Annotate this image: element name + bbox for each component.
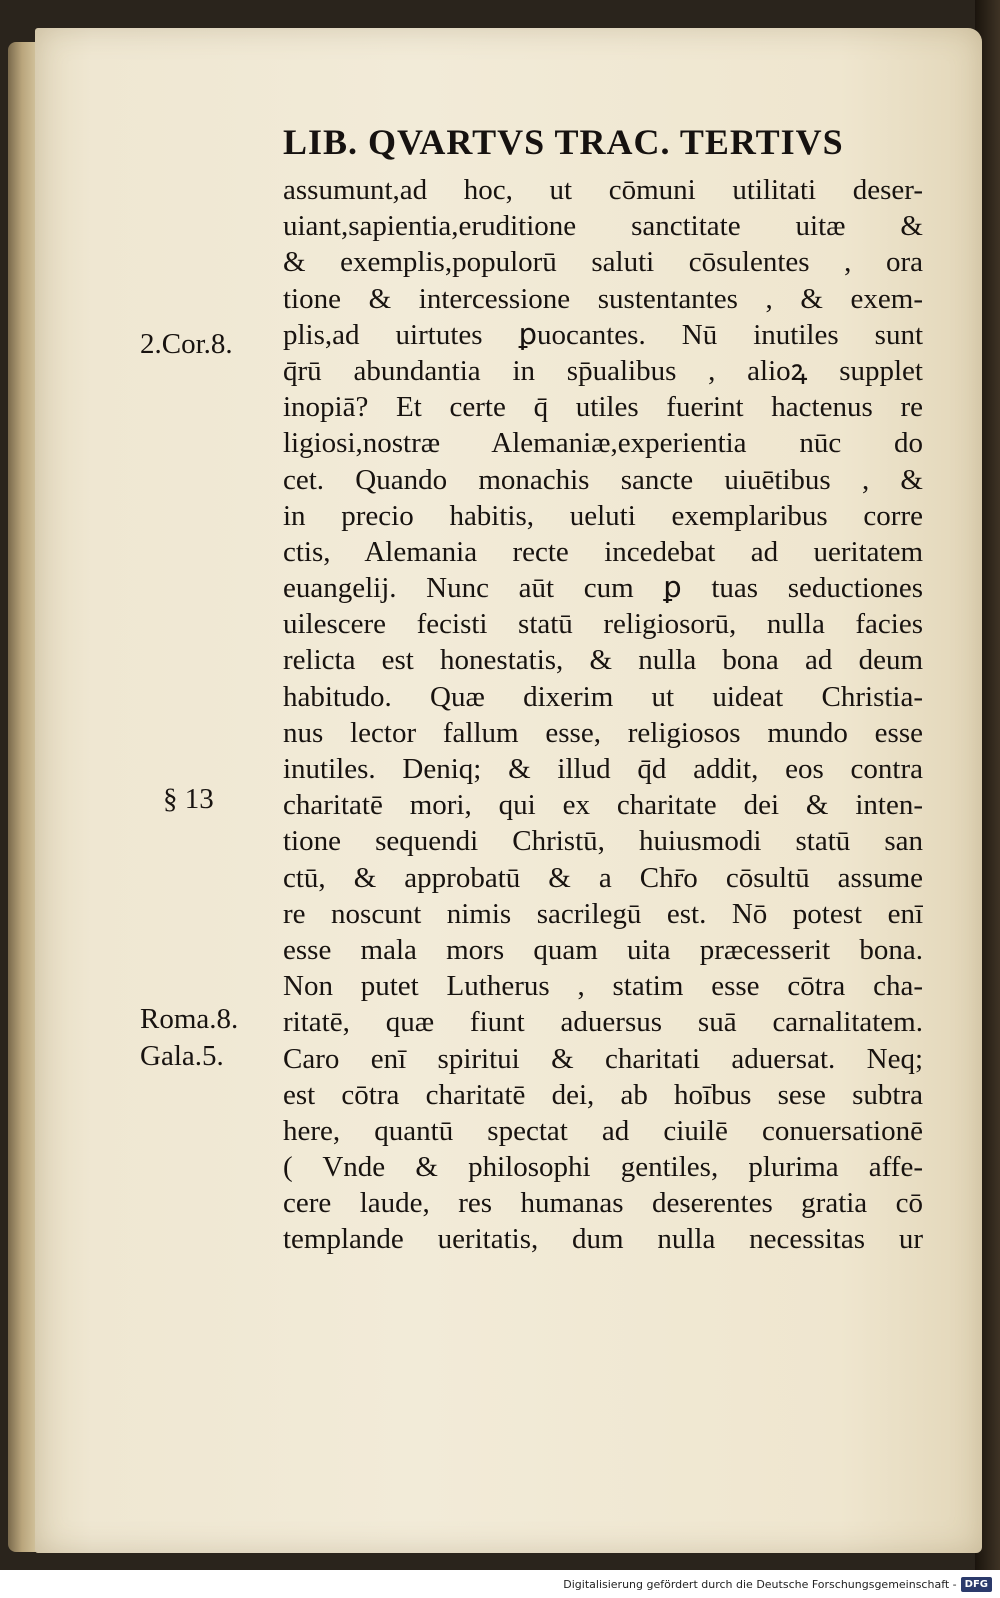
text-line: plis,ad uirtutes ꝑuocantes. Nū inutiles sunt [283,318,923,351]
text-line: inutiles. Deniq; & illud q̄d addit, eos contra [283,753,923,785]
text-line: est cōtra charitatē dei, ab hoībus sese subtra [283,1078,923,1111]
text-line: nus lector fallum esse, religiosos mundo esse [283,716,923,749]
running-header: LIB. QVARTVS TRAC. TERTIVS [283,122,844,162]
text-line: assumunt,ad hoc, ut cōmuni utilitati deser- [283,174,923,206]
text-line: templande ueritatis, dum nulla necessitas ur [283,1223,923,1256]
text-line: uilescere fecisti statū religiosorū, nulla facies [283,608,923,641]
text-line: re noscunt nimis sacrilegū est. Nō potest enī [283,897,923,930]
footer-credit: Digitalisierung gefördert durch die Deutsche Forschungsgemeinschaft - [563,1577,957,1591]
text-line: ctū, & approbatū & a Chr̄o cōsultū assume [283,861,923,894]
dfg-logo: DFG [961,1577,992,1592]
digitization-footer [0,1570,1000,1598]
text-line: & exemplis,populorū saluti cōsulentes , ora [283,246,923,279]
text-line: tione sequendi Christū, huiusmodi statū san [283,825,923,858]
body-text [283,172,923,1258]
text-line: ligiosi,nostræ Alemaniæ,experientia nūc do [283,427,923,460]
text-line: ritatē, quæ fiunt aduersus suā carnalitatem. [283,1006,923,1039]
text-line: ctis, Alemania recte incedebat ad ueritatem [283,535,923,568]
text-line: here, quantū spectat ad ciuilē conuersationē [283,1114,923,1147]
text-line: euangelij. Nunc aūt cum ꝑ tuas seductiones [283,572,923,605]
text-line: habitudo. Quæ dixerim ut uideat Christia- [283,680,923,713]
text-line: q̄rū abundantia in sp̄ualibus , alioꝝ supplet [283,354,923,387]
text-line: esse mala mors quam uita præcesserit bona. [283,933,923,966]
text-line: tione & intercessione sustentantes , & exem- [283,282,923,315]
margin-note-roma: Roma.8. [140,1003,239,1035]
margin-note-section: § 13 [163,783,214,815]
text-line: inopiā? Et certe q̄ utiles fuerint hactenus re [283,391,923,424]
text-line: Caro enī spiritui & charitati aduersat. Neq; [283,1042,923,1075]
margin-note-cor: 2.Cor.8. [140,328,233,360]
text-line: charitatē mori, qui ex charitate dei & inten- [283,789,923,822]
text-line: ( Vnde & philosophi gentiles, plurima affe- [283,1151,923,1184]
text-line: cere laude, res humanas deserentes gratia cō [283,1187,923,1220]
text-line: Non putet Lutherus , statim esse cōtra cha- [283,970,923,1003]
text-line: cet. Quando monachis sancte uiuētibus , & [283,463,923,496]
text-line: uiant,sapientia,eruditione sanctitate uitæ & [283,210,923,243]
margin-note-gala: Gala.5. [140,1040,224,1072]
text-line: in precio habitis, ueluti exemplaribus corre [283,499,923,532]
text-line: relicta est honestatis, & nulla bona ad deum [283,644,923,677]
